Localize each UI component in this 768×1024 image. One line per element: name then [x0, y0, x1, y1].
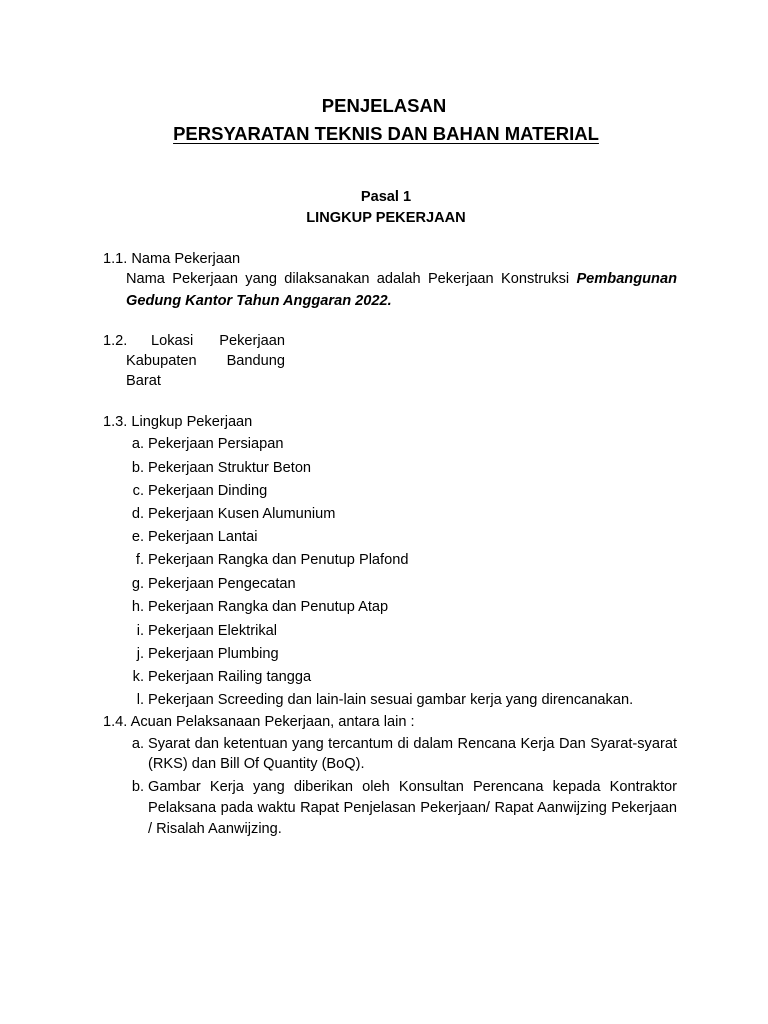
section-1-2-number: 1.2. [103, 333, 128, 349]
section-1-4-heading: 1.4. Acuan Pelaksanaan Pekerjaan, antara lain : [103, 714, 415, 730]
list-marker: b. [131, 779, 144, 795]
section-1-2-word: Lokasi [151, 333, 194, 349]
list-item-text: Pekerjaan Dinding [148, 483, 268, 499]
document-subtitle [0, 122, 768, 146]
list-item-text: Pekerjaan Persiapan [148, 436, 284, 452]
list-item-text: Syarat dan ketentuan yang tercantum di dalam Rencana Kerja Dan Syarat-syarat (RKS) dan Bill Of Quantity (BoQ). [148, 736, 677, 772]
list-marker: a. [131, 436, 144, 452]
list-marker: l. [136, 692, 144, 708]
list-item-text: Pekerjaan Pengecatan [148, 576, 296, 592]
section-1-2-word: Kabupaten [126, 353, 197, 369]
section-1-2-word: Barat [126, 373, 161, 389]
section-1-1-paragraph [126, 268, 677, 312]
list-item-text: Pekerjaan Screeding dan lain-lain sesuai gambar kerja yang direncanakan. [148, 692, 634, 708]
list-marker: d. [131, 506, 144, 522]
list-marker: h. [131, 599, 144, 615]
list-marker: c. [132, 483, 144, 499]
section-1-2-word: Pekerjaan [219, 333, 285, 349]
list-marker: i. [136, 623, 144, 639]
list-marker: b. [131, 460, 144, 476]
pasal-title: LINGKUP PEKERJAAN [306, 210, 466, 226]
list-marker: j. [136, 646, 144, 662]
list-item-text: Pekerjaan Rangka dan Penutup Plafond [148, 552, 409, 568]
list-item-text: Pekerjaan Elektrikal [148, 623, 277, 639]
list-marker: e. [131, 529, 144, 545]
pasal-number: Pasal 1 [360, 189, 412, 205]
list-marker: g. [131, 576, 144, 592]
list-item-text: Pekerjaan Rangka dan Penutup Atap [148, 599, 389, 615]
document-subtitle-text: PERSYARATAN TEKNIS DAN BAHAN MATERIAL [173, 123, 599, 144]
document-title: PENJELASAN [321, 95, 447, 116]
section-1-3-heading: 1.3. Lingkup Pekerjaan [103, 414, 253, 430]
section-1-1-emphasis: Pembangunan Gedung Kantor Tahun Anggaran 2022. [126, 271, 677, 309]
list-item-text: Gambar Kerja yang diberikan oleh Konsultan Perencana kepada Kontraktor Pelaksana pada waktu Rapat Penjelasan Pekerjaan/ Rapat Aanwijzing Pekerjaan / Risalah Aanwijzing. [148, 779, 677, 837]
list-item-text: Pekerjaan Lantai [148, 529, 258, 545]
list-item-text: Pekerjaan Kusen Alumunium [148, 506, 336, 522]
section-1-2-word: Bandung [226, 353, 285, 369]
section-1-1-heading: 1.1. Nama Pekerjaan [103, 251, 241, 267]
list-marker: k. [132, 669, 144, 685]
list-item-text: Pekerjaan Railing tangga [148, 669, 312, 685]
list-marker: f. [135, 552, 144, 568]
list-marker: a. [131, 736, 144, 752]
section-1-1-text: Nama Pekerjaan yang dilaksanakan adalah Pekerjaan Konstruksi [126, 271, 577, 287]
list-item-text: Pekerjaan Struktur Beton [148, 460, 312, 476]
list-item-text: Pekerjaan Plumbing [148, 646, 279, 662]
